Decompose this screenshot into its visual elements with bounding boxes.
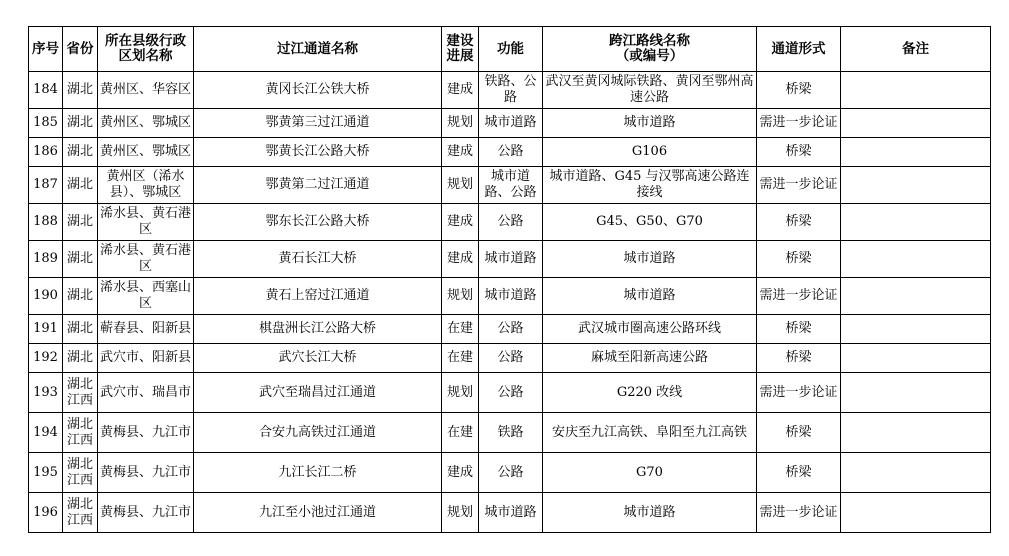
cell-province: 湖北 [63, 72, 98, 109]
cell-channel-name: 合安九高铁过江通道 [194, 413, 442, 453]
cell-index: 184 [29, 72, 63, 109]
table-row [29, 72, 991, 109]
cell-route: 安庆至九江高铁、阜阳至九江高铁 [543, 413, 757, 453]
cell-county: 黄州区（浠水县）、鄂城区 [98, 167, 194, 204]
header-row [29, 27, 991, 72]
table-row [29, 167, 991, 204]
cell-county: 黄州区、华容区 [98, 72, 194, 109]
cell-route: 城市道路 [543, 493, 757, 533]
cell-channel-name: 武穴至瑞昌过江通道 [194, 373, 442, 413]
cell-index: 194 [29, 413, 63, 453]
cell-remarks [841, 138, 991, 167]
cell-function: 公路 [479, 453, 543, 493]
cell-index: 193 [29, 373, 63, 413]
cell-county: 浠水县、西塞山区 [98, 278, 194, 315]
cell-province: 湖北 [63, 315, 98, 344]
cell-channel-name: 九江长江二桥 [194, 453, 442, 493]
cell-index: 187 [29, 167, 63, 204]
cell-function: 城市道路、公路 [479, 167, 543, 204]
cell-function: 公路 [479, 138, 543, 167]
cell-county: 浠水县、黄石港区 [98, 204, 194, 241]
cell-progress: 建成 [442, 241, 479, 278]
cell-index: 186 [29, 138, 63, 167]
table-row [29, 413, 991, 453]
cell-route: 城市道路、G45 与汉鄂高速公路连接线 [543, 167, 757, 204]
cell-form: 桥梁 [757, 413, 841, 453]
cell-route: G106 [543, 138, 757, 167]
cell-remarks [841, 241, 991, 278]
cell-province: 湖北 江西 [63, 373, 98, 413]
cell-form: 需进一步论证 [757, 109, 841, 138]
cell-remarks [841, 453, 991, 493]
header-province: 省份 [63, 27, 98, 72]
table-row [29, 204, 991, 241]
cell-county: 黄梅县、九江市 [98, 453, 194, 493]
cell-remarks [841, 109, 991, 138]
cell-index: 192 [29, 344, 63, 373]
cell-index: 185 [29, 109, 63, 138]
cell-remarks [841, 344, 991, 373]
cell-remarks [841, 493, 991, 533]
cell-remarks [841, 278, 991, 315]
cell-progress: 在建 [442, 344, 479, 373]
table-row [29, 109, 991, 138]
cell-function: 铁路、公路 [479, 72, 543, 109]
cell-remarks [841, 413, 991, 453]
cell-route: 城市道路 [543, 241, 757, 278]
cell-function: 公路 [479, 315, 543, 344]
cell-form: 桥梁 [757, 204, 841, 241]
table-body [29, 72, 991, 533]
header-route: 跨江路线名称 （或编号） [543, 27, 757, 72]
cell-route: 武汉至黄冈城际铁路、黄冈至鄂州高速公路 [543, 72, 757, 109]
cell-progress: 建成 [442, 453, 479, 493]
cell-remarks [841, 72, 991, 109]
cell-channel-name: 鄂黄第二过江通道 [194, 167, 442, 204]
cell-province: 湖北 江西 [63, 453, 98, 493]
cell-form: 桥梁 [757, 453, 841, 493]
cell-route: 武汉城市圈高速公路环线 [543, 315, 757, 344]
cell-province: 湖北 [63, 278, 98, 315]
header-channel-name: 过江通道名称 [194, 27, 442, 72]
cell-function: 城市道路 [479, 109, 543, 138]
cell-form: 桥梁 [757, 344, 841, 373]
cell-province: 湖北 [63, 167, 98, 204]
cell-form: 桥梁 [757, 241, 841, 278]
cell-index: 189 [29, 241, 63, 278]
cell-channel-name: 黄冈长江公铁大桥 [194, 72, 442, 109]
cell-progress: 规划 [442, 167, 479, 204]
table-row [29, 453, 991, 493]
cell-channel-name: 棋盘洲长江公路大桥 [194, 315, 442, 344]
cell-remarks [841, 373, 991, 413]
cell-function: 公路 [479, 204, 543, 241]
table-row [29, 344, 991, 373]
cell-form: 桥梁 [757, 138, 841, 167]
cell-function: 城市道路 [479, 278, 543, 315]
cell-progress: 规划 [442, 493, 479, 533]
header-function: 功能 [479, 27, 543, 72]
cell-province: 湖北 [63, 138, 98, 167]
cell-channel-name: 武穴长江大桥 [194, 344, 442, 373]
cell-county: 武穴市、瑞昌市 [98, 373, 194, 413]
cell-remarks [841, 315, 991, 344]
crossing-table [28, 26, 991, 533]
cell-channel-name: 黄石长江大桥 [194, 241, 442, 278]
header-progress: 建设进展 [442, 27, 479, 72]
cell-progress: 在建 [442, 413, 479, 453]
cell-index: 196 [29, 493, 63, 533]
cell-county: 黄州区、鄂城区 [98, 138, 194, 167]
cell-form: 需进一步论证 [757, 278, 841, 315]
cell-channel-name: 鄂黄第三过江通道 [194, 109, 442, 138]
cell-county: 黄州区、鄂城区 [98, 109, 194, 138]
cell-province: 湖北 [63, 241, 98, 278]
cell-form: 桥梁 [757, 72, 841, 109]
header-county: 所在县级行政区划名称 [98, 27, 194, 72]
cell-route: G220 改线 [543, 373, 757, 413]
cell-channel-name: 鄂黄长江公路大桥 [194, 138, 442, 167]
cell-route: 城市道路 [543, 109, 757, 138]
cell-route: 麻城至阳新高速公路 [543, 344, 757, 373]
cell-county: 黄梅县、九江市 [98, 413, 194, 453]
cell-remarks [841, 167, 991, 204]
cell-function: 铁路 [479, 413, 543, 453]
cell-index: 195 [29, 453, 63, 493]
cell-province: 湖北 [63, 344, 98, 373]
cell-remarks [841, 204, 991, 241]
cell-channel-name: 黄石上窑过江通道 [194, 278, 442, 315]
cell-form: 桥梁 [757, 315, 841, 344]
cell-province: 湖北 [63, 204, 98, 241]
cell-county: 浠水县、黄石港区 [98, 241, 194, 278]
table-row [29, 241, 991, 278]
cell-county: 蕲春县、阳新县 [98, 315, 194, 344]
table-row [29, 278, 991, 315]
cell-province: 湖北 江西 [63, 493, 98, 533]
table-row [29, 315, 991, 344]
cell-index: 190 [29, 278, 63, 315]
cell-province: 湖北 [63, 109, 98, 138]
cell-progress: 规划 [442, 278, 479, 315]
table-row [29, 138, 991, 167]
cell-form: 需进一步论证 [757, 167, 841, 204]
cell-form: 需进一步论证 [757, 373, 841, 413]
cell-progress: 建成 [442, 138, 479, 167]
cell-progress: 规划 [442, 373, 479, 413]
cell-route: G45、G50、G70 [543, 204, 757, 241]
cell-progress: 建成 [442, 72, 479, 109]
cell-route: G70 [543, 453, 757, 493]
cell-channel-name: 鄂东长江公路大桥 [194, 204, 442, 241]
cell-index: 191 [29, 315, 63, 344]
cell-province: 湖北 江西 [63, 413, 98, 453]
cell-progress: 在建 [442, 315, 479, 344]
cell-form: 需进一步论证 [757, 493, 841, 533]
cell-function: 公路 [479, 373, 543, 413]
header-remarks: 备注 [841, 27, 991, 72]
header-index: 序号 [29, 27, 63, 72]
header-form: 通道形式 [757, 27, 841, 72]
cell-function: 城市道路 [479, 241, 543, 278]
cell-function: 公路 [479, 344, 543, 373]
cell-index: 188 [29, 204, 63, 241]
cell-route: 城市道路 [543, 278, 757, 315]
cell-channel-name: 九江至小池过江通道 [194, 493, 442, 533]
cell-progress: 规划 [442, 109, 479, 138]
cell-county: 黄梅县、九江市 [98, 493, 194, 533]
cell-function: 城市道路 [479, 493, 543, 533]
table-row [29, 493, 991, 533]
cell-county: 武穴市、阳新县 [98, 344, 194, 373]
table-row [29, 373, 991, 413]
cell-progress: 建成 [442, 204, 479, 241]
